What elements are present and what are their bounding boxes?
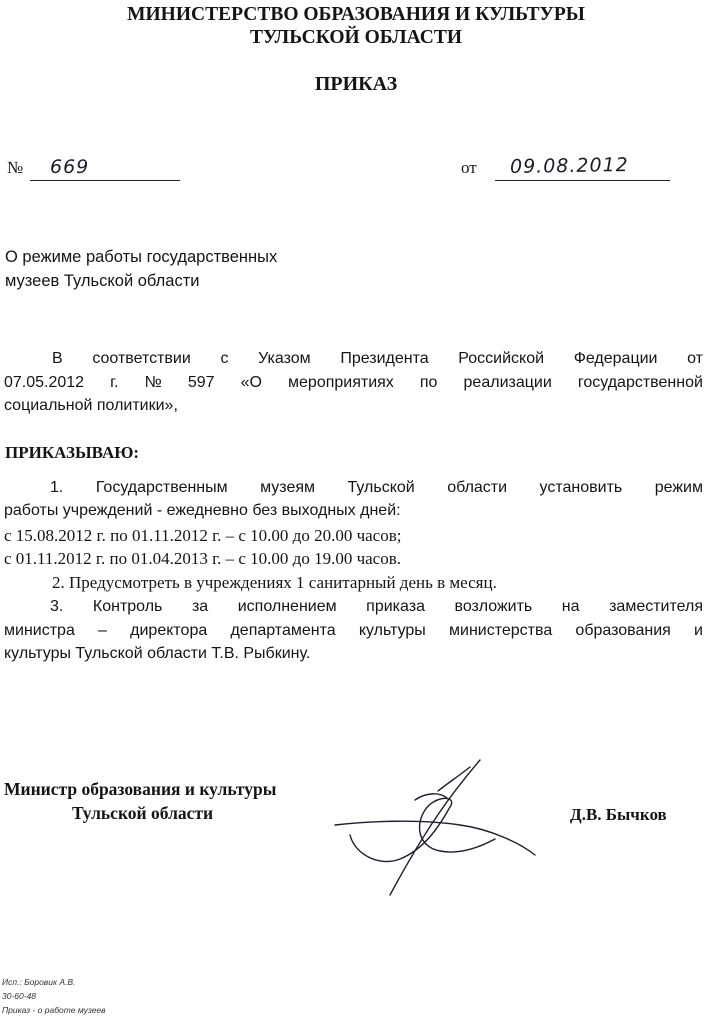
item1-period2: с 01.11.2012 г. по 01.04.2013 г. – с 10.00 до 19.00 часов. <box>4 549 401 568</box>
file-reference: Приказ - о работе музеев <box>2 1005 106 1015</box>
subject-line1: О режиме работы государственных <box>5 248 278 266</box>
signer-title-line2: Тульской области <box>72 803 214 823</box>
document-title: ПРИКАЗ <box>314 73 398 95</box>
executor-phone: 30-60-48 <box>2 991 37 1001</box>
signer-name: Д.В. Бычков <box>570 805 667 824</box>
signer-title-line1: Министр образования и культуры <box>4 779 277 799</box>
item1-line2: работы учреждений - ежедневно без выходных дней: <box>4 502 401 519</box>
subject-line2: музеев Тульской области <box>5 272 200 290</box>
item3-line2: министра – директора департамента культуры министерства образования и <box>4 622 703 639</box>
order-date-value: 09.08.2012 <box>509 153 629 179</box>
item1-line1: 1. Государственным музеям Тульской области установить режим <box>50 479 703 496</box>
order-number-underline <box>30 180 180 181</box>
ministry-name-line2: ТУЛЬСКОЙ ОБЛАСТИ <box>249 27 463 48</box>
ministry-name-line1: МИНИСТЕРСТВО ОБРАЗОВАНИЯ И КУЛЬТУРЫ <box>127 4 585 25</box>
item1-period1: с 15.08.2012 г. по 01.11.2012 г. – с 10.00 до 20.00 часов; <box>4 526 402 545</box>
item3-line1: 3. Контроль за исполнением приказа возложить на заместителя <box>50 598 703 615</box>
order-date-label: от <box>461 158 477 177</box>
order-number-label: № <box>7 158 24 177</box>
order-date-underline <box>495 180 670 181</box>
handwritten-signature <box>330 755 545 905</box>
order-number-value: 669 <box>50 156 90 178</box>
executor-name: Исп.: Боровик А.В. <box>2 977 76 987</box>
preamble-line3: социальной политики», <box>4 397 178 414</box>
item2-text: 2. Предусмотреть в учреждениях 1 санитарный день в месяц. <box>52 573 497 592</box>
preamble-line2: 07.05.2012 г. № 597 «О мероприятиях по реализации государственной <box>4 374 703 391</box>
item3-line3: культуры Тульской области Т.В. Рыбкину. <box>4 645 311 662</box>
preamble-line1: В соответствии с Указом Президента Российской Федерации от <box>52 350 703 367</box>
directive-heading: ПРИКАЗЫВАЮ: <box>5 443 140 462</box>
